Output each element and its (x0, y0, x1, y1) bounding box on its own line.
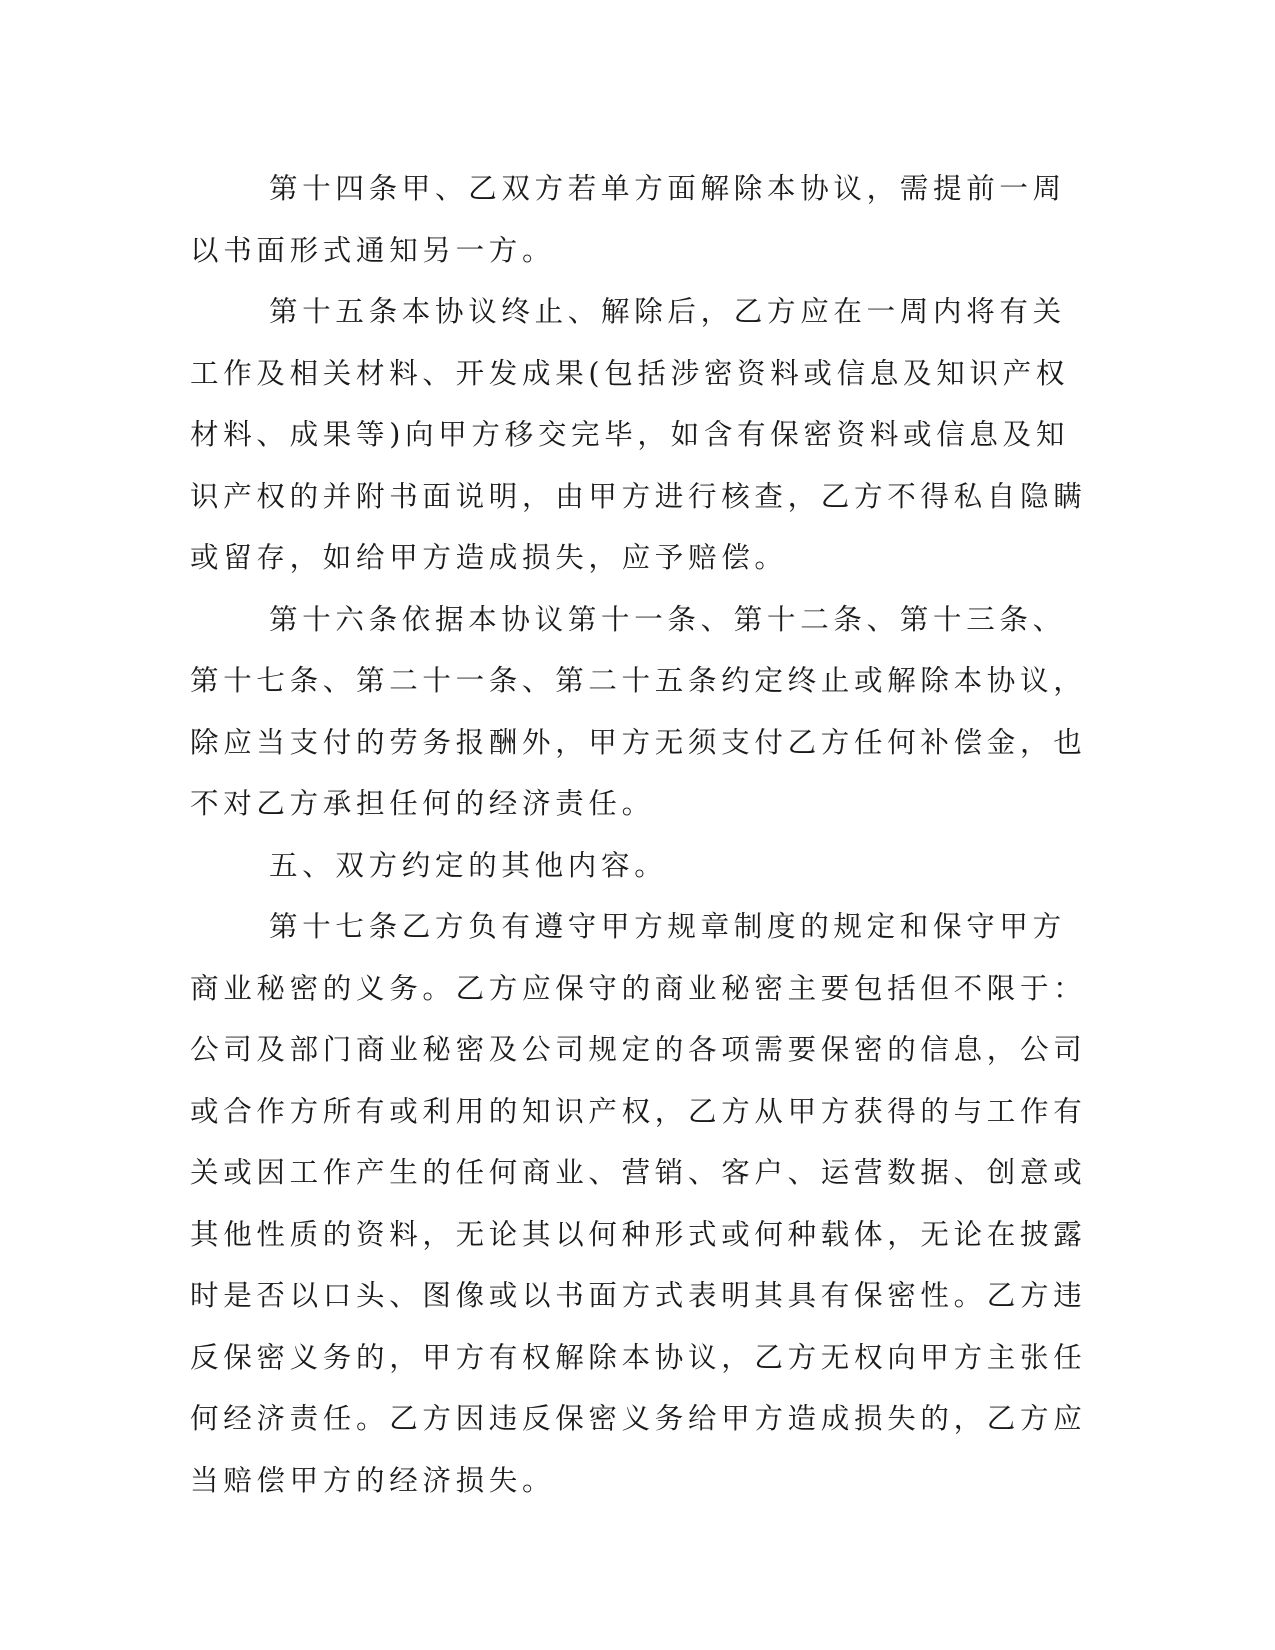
clause-17-paragraph: 第十七条乙方负有遵守甲方规章制度的规定和保守甲方商业秘密的义务。乙方应保守的商业秘密主要包括但不限于：公司及部门商业秘密及公司规定的各项需要保密的信息，公司或合作方所有或利用的知识产权，乙方从甲方获得的与工作有关或因工作产生的任何商业、营销、客户、运营数据、创意或其他性质的资料，无论其以何种形式或何种载体，无论在披露时是否以口头、图像或以书面方式表明其具有保密性。乙方违反保密义务的，甲方有权解除本协议，乙方无权向甲方主张任何经济责任。乙方因违反保密义务给甲方造成损失的，乙方应当赔偿甲方的经济损失。 (190, 910, 1087, 1497)
section-5-heading: 五、双方约定的其他内容。 (269, 848, 668, 882)
document-body (190, 158, 1090, 1511)
clause-15-paragraph: 第十五条本协议终止、解除后，乙方应在一周内将有关工作及相关材料、开发成果(包括涉密资料或信息及知识产权材料、成果等)向甲方移交完毕，如含有保密资料或信息及知识产权的并附书面说明，由甲方进行核查，乙方不得私自隐瞒或留存，如给甲方造成损失，应予赔偿。 (190, 295, 1087, 574)
clause-14-paragraph: 第十四条甲、乙双方若单方面解除本协议，需提前一周以书面形式通知另一方。 (190, 172, 1066, 267)
clause-16-paragraph: 第十六条依据本协议第十一条、第十二条、第十三条、第十七条、第二十一条、第二十五条约定终止或解除本协议，除应当支付的劳务报酬外，甲方无须支付乙方任何补偿金，也不对乙方承担任何的经济责任。 (190, 602, 1087, 820)
